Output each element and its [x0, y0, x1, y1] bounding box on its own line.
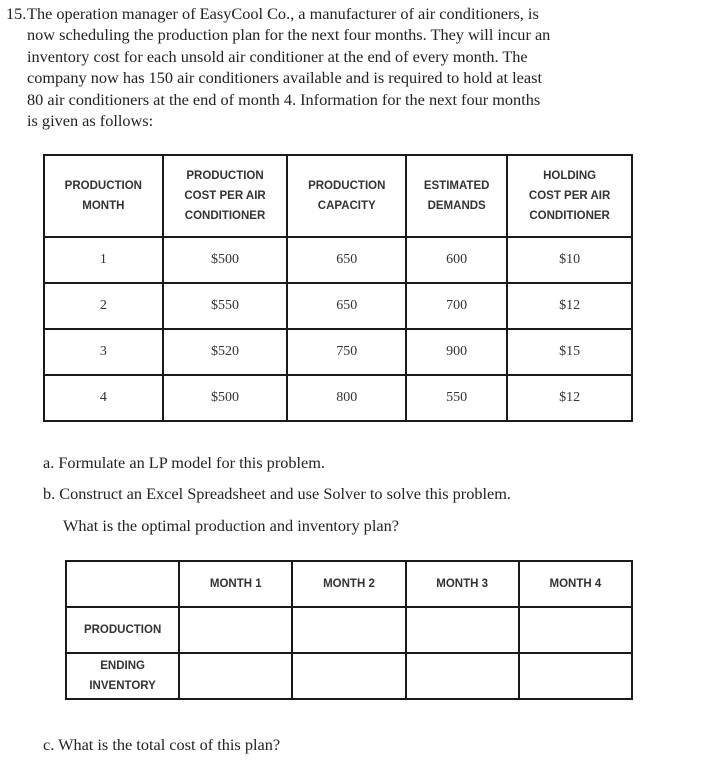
header-cell: HOLDING COST PER AIR CONDITIONER — [507, 155, 632, 237]
problem-line: 80 air conditioners at the end of month 4. Information for the next four months — [27, 89, 541, 109]
cell: $500 — [163, 375, 288, 421]
problem-line: The operation manager of EasyCool Co., a manufacturer of air conditioners, is — [27, 4, 539, 23]
cell: 2 — [44, 283, 163, 329]
table-header-row — [44, 155, 632, 237]
table-header-row — [66, 561, 632, 607]
question-a: a. Formulate an LP model for this problem. — [43, 453, 326, 472]
header-cell: ESTIMATED DEMANDS — [406, 155, 507, 237]
table-row — [44, 237, 632, 283]
cell: 700 — [406, 283, 507, 329]
header-cell: PRODUCTION MONTH — [44, 155, 163, 237]
cell: 3 — [44, 329, 163, 375]
empty-cell — [292, 653, 405, 699]
production-plan-table — [65, 560, 633, 700]
cell: 1 — [44, 237, 163, 283]
header-cell — [66, 561, 179, 607]
empty-cell — [519, 607, 632, 653]
cell: 800 — [287, 375, 406, 421]
empty-cell — [292, 607, 405, 653]
cell: 650 — [287, 283, 406, 329]
cell: 600 — [406, 237, 507, 283]
empty-cell — [406, 653, 519, 699]
header-cell: MONTH 4 — [519, 561, 632, 607]
empty-cell — [179, 653, 292, 699]
cell: 750 — [287, 329, 406, 375]
question-b-followup: What is the optimal production and inventory plan? — [63, 516, 399, 535]
question-b: b. Construct an Excel Spreadsheet and use Solver to solve this problem. — [43, 484, 511, 503]
production-info-table — [43, 154, 633, 422]
cell: 550 — [406, 375, 507, 421]
empty-cell — [406, 607, 519, 653]
problem-line: is given as follows: — [27, 111, 154, 131]
cell: 650 — [287, 237, 406, 283]
cell: $15 — [507, 329, 632, 375]
header-cell: PRODUCTION CAPACITY — [287, 155, 406, 237]
problem-line: now scheduling the production plan for the next four months. They will incur an — [27, 25, 551, 45]
cell: 4 — [44, 375, 163, 421]
header-cell: MONTH 1 — [179, 561, 292, 607]
problem-number: 15. — [6, 4, 27, 23]
problem-line: inventory cost for each unsold air conditioner at the end of every month. The — [27, 46, 528, 66]
cell: $500 — [163, 237, 288, 283]
problem-line: company now has 150 air conditioners available and is required to hold at least — [27, 68, 542, 88]
table-row — [66, 607, 632, 653]
header-cell: PRODUCTION COST PER AIR CONDITIONER — [163, 155, 288, 237]
cell: $520 — [163, 329, 288, 375]
empty-cell — [519, 653, 632, 699]
table-row — [66, 653, 632, 699]
cell: $10 — [507, 237, 632, 283]
header-cell: MONTH 3 — [406, 561, 519, 607]
cell: 900 — [406, 329, 507, 375]
cell: $12 — [507, 283, 632, 329]
cell: $12 — [507, 375, 632, 421]
row-label: ENDING INVENTORY — [66, 653, 179, 699]
row-label: PRODUCTION — [66, 607, 179, 653]
table-row — [44, 375, 632, 421]
table-row — [44, 329, 632, 375]
cell: $550 — [163, 283, 288, 329]
problem-statement — [6, 3, 646, 131]
question-c: c. What is the total cost of this plan? — [43, 735, 281, 754]
header-cell: MONTH 2 — [292, 561, 405, 607]
table-row — [44, 283, 632, 329]
empty-cell — [179, 607, 292, 653]
